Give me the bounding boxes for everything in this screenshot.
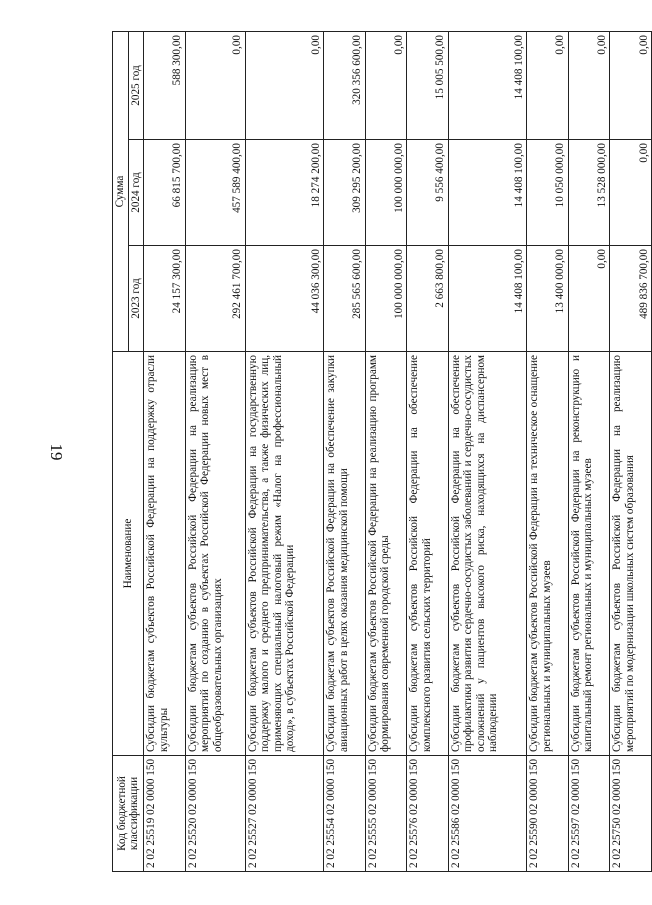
row-value-2024: 14 408 100,00 <box>448 140 527 246</box>
row-value-2023: 285 565 600,00 <box>324 246 366 352</box>
revenue-table <box>112 31 652 872</box>
row-name: Субсидии бюджетам субъектов Российской Федерации на реализацию мероприятий по модернизации школьных систем образования <box>610 352 652 756</box>
row-name: Субсидии бюджетам субъектов Российской Федерации на реконструкцию и капитальный ремонт региональных и муниципальных музеев <box>568 352 610 756</box>
row-value-2024: 457 589 400,00 <box>185 140 245 246</box>
row-code: 2 02 25750 02 0000 150 <box>610 756 652 872</box>
row-code: 2 02 25554 02 0000 150 <box>324 756 366 872</box>
row-name: Субсидии бюджетам субъектов Российской Федерации на поддержку отрасли культуры <box>144 352 186 756</box>
row-value-2023: 2 663 800,00 <box>407 246 449 352</box>
row-value-2023: 100 000 000,00 <box>365 246 407 352</box>
row-value-2024: 66 815 700,00 <box>144 140 186 246</box>
row-name: Субсидии бюджетам субъектов Российской Федерации на обеспечение профилактики развития сердечно-сосудистых заболеваний и сердечно-сосудистых осложнений у пациентов высокого риска, находящихся на диспансерном наблюдении <box>448 352 527 756</box>
row-name: Субсидии бюджетам субъектов Российской Федерации на государственную поддержку малого и среднего предпринимательства, а также физических лиц, применяющих специальный налоговый режим «Налог на профессиональный доход», в субъектах Российской Федерации <box>245 352 324 756</box>
row-value-2025: 15 005 500,00 <box>407 31 449 139</box>
table-row <box>448 31 527 871</box>
row-code: 2 02 25586 02 0000 150 <box>448 756 527 872</box>
row-name: Субсидии бюджетам субъектов Российской Федерации на реализацию мероприятий по созданию в субъектах Российской Федерации новых мест в общеобразовательных организациях <box>185 352 245 756</box>
row-name: Субсидии бюджетам субъектов Российской Федерации на реализацию программ формирования современной городской среды <box>365 352 407 756</box>
row-value-2025: 0,00 <box>365 31 407 139</box>
row-value-2024: 309 295 200,00 <box>324 140 366 246</box>
row-name: Субсидии бюджетам субъектов Российской Федерации на обеспечение комплексного развития сельских территорий <box>407 352 449 756</box>
table-row <box>245 31 324 871</box>
header-year-2025: 2025 год <box>128 31 144 139</box>
row-value-2025: 0,00 <box>568 31 610 139</box>
table-row <box>324 31 366 871</box>
row-value-2023: 14 408 100,00 <box>448 246 527 352</box>
table-row <box>407 31 449 871</box>
row-value-2025: 14 408 100,00 <box>448 31 527 139</box>
row-value-2024: 13 528 000,00 <box>568 140 610 246</box>
table-row <box>610 31 652 871</box>
table-row <box>185 31 245 871</box>
rotated-page-content <box>112 32 652 872</box>
row-value-2025: 0,00 <box>245 31 324 139</box>
row-code: 2 02 25597 02 0000 150 <box>568 756 610 872</box>
row-value-2024: 18 274 200,00 <box>245 140 324 246</box>
row-code: 2 02 25555 02 0000 150 <box>365 756 407 872</box>
row-value-2023: 13 400 000,00 <box>527 246 569 352</box>
row-code: 2 02 25520 02 0000 150 <box>185 756 245 872</box>
row-code: 2 02 25527 02 0000 150 <box>245 756 324 872</box>
row-code: 2 02 25519 02 0000 150 <box>144 756 186 872</box>
header-sum: Сумма <box>113 31 129 351</box>
row-code: 2 02 25576 02 0000 150 <box>407 756 449 872</box>
header-code: Код бюджетной классификации <box>113 756 144 872</box>
row-value-2023: 489 836 700,00 <box>610 246 652 352</box>
page-number: 19 <box>47 443 66 461</box>
row-value-2023: 24 157 300,00 <box>144 246 186 352</box>
row-value-2025: 0,00 <box>610 31 652 139</box>
row-value-2024: 100 000 000,00 <box>365 140 407 246</box>
row-value-2025: 0,00 <box>185 31 245 139</box>
row-value-2025: 320 356 600,00 <box>324 31 366 139</box>
table-row <box>365 31 407 871</box>
row-code: 2 02 25590 02 0000 150 <box>527 756 569 872</box>
row-value-2025: 0,00 <box>527 31 569 139</box>
row-value-2023: 292 461 700,00 <box>185 246 245 352</box>
header-year-2023: 2023 год <box>128 246 144 352</box>
row-value-2025: 588 300,00 <box>144 31 186 139</box>
row-value-2024: 0,00 <box>610 140 652 246</box>
header-name: Наименование <box>113 352 144 756</box>
row-value-2023: 44 036 300,00 <box>245 246 324 352</box>
row-value-2023: 0,00 <box>568 246 610 352</box>
header-row-1 <box>113 31 129 871</box>
row-value-2024: 9 556 400,00 <box>407 140 449 246</box>
row-name: Субсидии бюджетам субъектов Российской Федерации на техническое оснащение региональных и муниципальных музеев <box>527 352 569 756</box>
table-body <box>144 31 652 871</box>
row-name: Субсидии бюджетам субъектов Российской Федерации на обеспечение закупки авиационных работ в целях оказания медицинской помощи <box>324 352 366 756</box>
table-row <box>527 31 569 871</box>
row-value-2024: 10 050 000,00 <box>527 140 569 246</box>
header-year-2024: 2024 год <box>128 140 144 246</box>
table-row <box>568 31 610 871</box>
table-row <box>144 31 186 871</box>
